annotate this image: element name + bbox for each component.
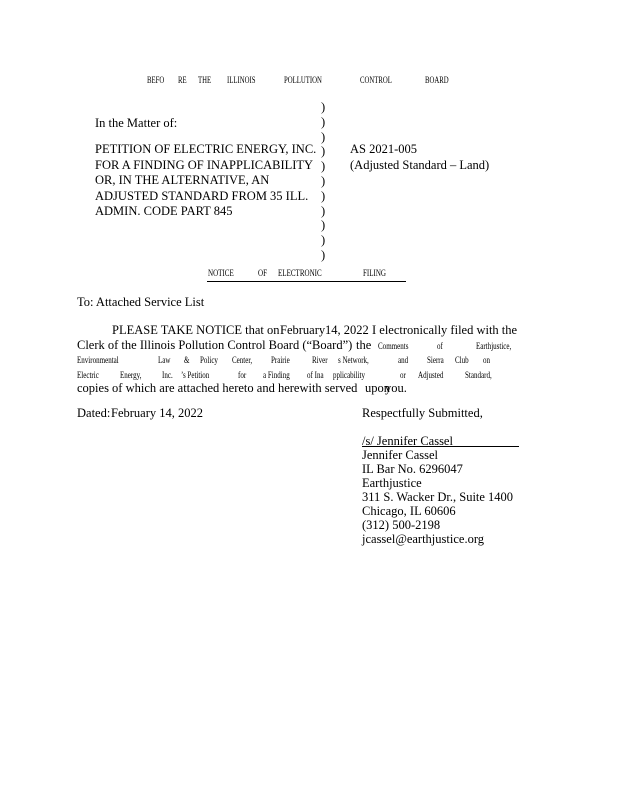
dated-label: Dated: bbox=[77, 406, 111, 420]
body-line-1d: I electronically filed with the bbox=[372, 323, 518, 337]
body-line-2a: Clerk of the Illinois Pollution Control Board (“Board”) bbox=[77, 338, 353, 352]
to-line: To: Attached Service List bbox=[77, 295, 205, 309]
e-signature: /s/ Jennifer Cassel bbox=[362, 434, 453, 448]
paren: ) bbox=[321, 247, 326, 262]
body-word: a Finding bbox=[263, 370, 290, 380]
phone-number: (312) 500-2198 bbox=[362, 518, 441, 532]
paren: ) bbox=[321, 218, 326, 233]
notice-underline bbox=[207, 281, 406, 282]
body-word: Adjusted bbox=[418, 370, 444, 380]
email-address: jcassel@earthjustice.org bbox=[362, 532, 485, 546]
body-word: and bbox=[398, 355, 409, 365]
body-word: pplicability bbox=[333, 370, 365, 380]
dated-value: February 14, 2022 bbox=[111, 406, 203, 420]
body-line-2d: of bbox=[437, 341, 443, 351]
body-word: Prairie bbox=[271, 355, 290, 365]
body-line-2e: Earthjustice, bbox=[476, 341, 512, 351]
paren: ) bbox=[321, 114, 326, 129]
paren: ) bbox=[321, 100, 326, 114]
in-the-matter-of: In the Matter of: bbox=[95, 116, 178, 130]
address-city: Chicago, IL 60606 bbox=[362, 504, 456, 518]
body-line-5b: upon bbox=[365, 381, 390, 395]
body-word: Environmental bbox=[77, 355, 119, 365]
body-word: s Network, bbox=[338, 355, 369, 365]
respectfully-submitted: Respectfully Submitted, bbox=[362, 406, 483, 420]
address-street: 311 S. Wacker Dr., Suite 1400 bbox=[362, 490, 514, 504]
body-line-5c: you. bbox=[385, 381, 407, 395]
petition-line: FOR A FINDING OF INAPPLICABILITY bbox=[95, 157, 314, 172]
signature-name: Jennifer Cassel bbox=[362, 448, 439, 462]
body-word: for bbox=[238, 370, 247, 380]
paren: ) bbox=[321, 173, 326, 188]
case-number: AS 2021-005 bbox=[350, 142, 418, 156]
paren: ) bbox=[321, 129, 326, 144]
case-info bbox=[350, 142, 489, 173]
body-word: of Ina bbox=[307, 370, 324, 380]
signature-block bbox=[362, 434, 513, 546]
header-word: THE bbox=[198, 75, 212, 85]
board-header bbox=[0, 75, 618, 87]
header-word: RE bbox=[178, 75, 187, 85]
paren: ) bbox=[321, 159, 326, 174]
notice-word: NOTICE bbox=[208, 268, 234, 278]
body-word: Law bbox=[158, 355, 171, 365]
organization: Earthjustice bbox=[362, 476, 422, 490]
header-word: BOARD bbox=[425, 75, 449, 85]
body-word: Inc. bbox=[162, 370, 173, 380]
notice-word: OF bbox=[258, 268, 267, 278]
petition-line: OR, IN THE ALTERNATIVE, AN bbox=[95, 173, 270, 187]
petition-line: ADJUSTED STANDARD FROM 35 ILL. bbox=[95, 188, 309, 203]
body-word: & bbox=[184, 355, 190, 365]
body-word: River bbox=[312, 355, 328, 365]
body-line-1a: PLEASE TAKE NOTICE that on bbox=[112, 323, 280, 337]
body-line-2b: the bbox=[356, 338, 372, 352]
body-line-2c: Comments bbox=[378, 341, 409, 351]
body-word: Energy, bbox=[120, 370, 142, 380]
body-word: Club bbox=[455, 355, 469, 365]
body-word: Electric bbox=[77, 370, 99, 380]
paren: ) bbox=[321, 188, 326, 203]
caption-parentheses bbox=[321, 100, 325, 263]
body-line-1c: 14, 2022 bbox=[325, 323, 369, 337]
header-word: POLLUTION bbox=[284, 75, 322, 85]
petition-title bbox=[95, 142, 316, 220]
body-word: Policy bbox=[200, 355, 218, 365]
signature-underline bbox=[362, 446, 519, 447]
paren: ) bbox=[321, 233, 326, 248]
body-line-1b: February bbox=[280, 323, 326, 337]
body-word: or bbox=[400, 370, 406, 380]
body-line-5a: copies of which are attached hereto and herewith served bbox=[77, 381, 358, 395]
body-word: Sierra bbox=[427, 355, 444, 365]
header-word: CONTROL bbox=[360, 75, 392, 85]
notice-word: ELECTRONIC bbox=[278, 268, 322, 278]
body-word: on bbox=[483, 355, 491, 365]
notice-word: FILING bbox=[363, 268, 387, 278]
body-word: ’s Petition bbox=[181, 370, 210, 380]
notice-title bbox=[0, 268, 618, 282]
header-word: ILLINOIS bbox=[227, 75, 256, 85]
bar-number: IL Bar No. 6296047 bbox=[362, 462, 463, 476]
petition-line: PETITION OF ELECTRIC ENERGY, INC. bbox=[95, 142, 317, 156]
petition-line: ADMIN. CODE PART 845 bbox=[95, 204, 233, 218]
case-type: (Adjusted Standard – Land) bbox=[350, 157, 490, 172]
header-word: BEFO bbox=[147, 75, 165, 85]
body-word: Standard, bbox=[465, 370, 492, 380]
paren: ) bbox=[321, 203, 326, 218]
body-word: Center, bbox=[232, 355, 253, 365]
paren: ) bbox=[321, 144, 326, 159]
